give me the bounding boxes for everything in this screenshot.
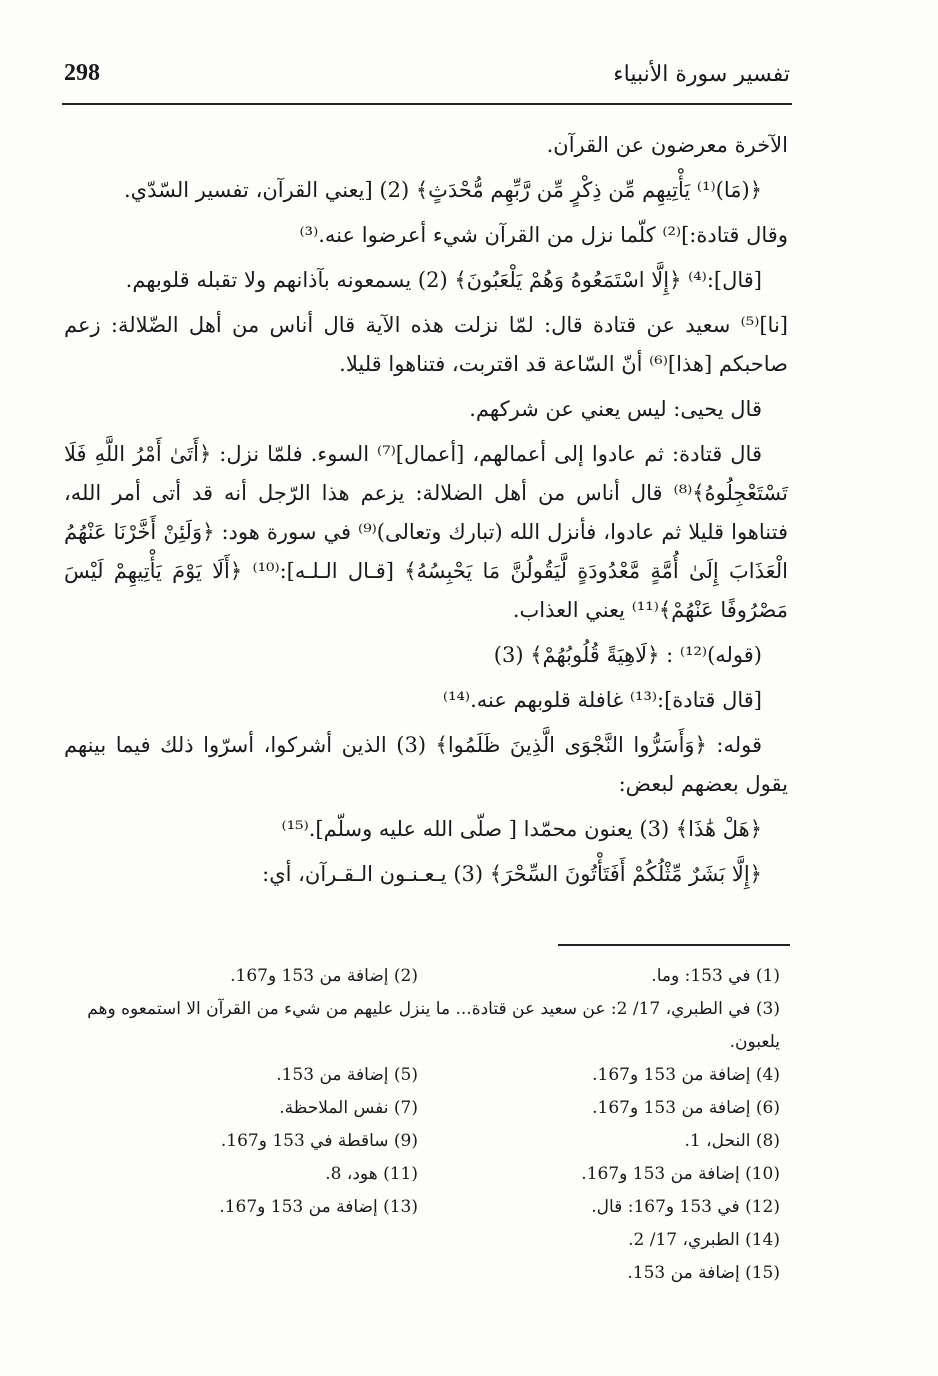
- page-header: [62, 58, 792, 102]
- footnote: (2) إضافة من 153 و167.: [230, 966, 418, 986]
- paragraph: قال يحيى: ليس يعني عن شركهم.: [469, 397, 762, 421]
- footnote: (10) إضافة من 153 و167.: [581, 1164, 780, 1184]
- footnote-row: [64, 1257, 788, 1290]
- paragraph: ﴿هَلْ هَٰذَا﴾ (3) يعنون محمّدا [ صلّى الله عليه وسلّم].⁽¹⁵⁾: [281, 817, 762, 841]
- paragraph: قوله: ﴿وَأَسَرُّوا النَّجْوَى الَّذِينَ ظَلَمُوا﴾ (3) الذين أشركوا، أسرّوا ذلك فيما بينهم يقول بعضهم لبعض:: [64, 733, 788, 796]
- footnote: (12) في 153 و167: قال.: [591, 1197, 780, 1217]
- footnote: (14) الطبري، 17/ 2.: [628, 1230, 780, 1250]
- paragraph: ﴿إِلَّا بَشَرٌ مِّثْلُكُمْ أَفَتَأْتُونَ السِّحْرَ﴾ (3) يـعـنـون الـقـرآن، أي:: [262, 862, 762, 886]
- paragraph: وقال قتادة:]⁽²⁾ كلّما نزل من القرآن شيء أعرضوا عنه.⁽³⁾: [299, 223, 788, 247]
- main-text: [64, 126, 788, 900]
- footnote: (3) في الطبري، 17/ 2: عن سعيد عن قتادة... ما ينزل عليهم من شيء من القرآن الا استمعوه وهم يلعبون.: [87, 999, 780, 1052]
- footnote: (6) إضافة من 153 و167.: [592, 1098, 780, 1118]
- footnote: (4) إضافة من 153 و167.: [592, 1065, 780, 1085]
- footnote-row: [64, 1092, 788, 1125]
- paragraph: [قال قتادة]:⁽¹³⁾ غافلة قلوبهم عنه.⁽¹⁴⁾: [442, 688, 762, 712]
- paragraph: (قوله)⁽¹²⁾ : ﴿لَاهِيَةً قُلُوبُهُمْ﴾ (3): [493, 643, 762, 667]
- footnote-row: [64, 1224, 788, 1257]
- footnote-row: [64, 993, 788, 1059]
- footnote: (5) إضافة من 153.: [276, 1065, 418, 1085]
- paragraph: [قال]:⁽⁴⁾ ﴿إِلَّا اسْتَمَعُوهُ وَهُمْ يَلْعَبُونَ﴾ (2) يسمعونه بآذانهم ولا تقبله قلوبهم.: [125, 268, 762, 292]
- footnote-row: [64, 1059, 788, 1092]
- footnote-row: [64, 1191, 788, 1224]
- paragraph: [نا]⁽⁵⁾ سعيد عن قتادة قال: لمّا نزلت هذه الآية قال أناس من أهل الضّلالة: زعم صاحبكم [هذا]⁽⁶⁾ أنّ السّاعة قد اقتربت، فتناهوا قليلا.: [64, 313, 788, 376]
- footnote-row: [64, 1158, 788, 1191]
- footnote: (11) هود، 8.: [325, 1164, 418, 1184]
- footnote-rule: [558, 944, 790, 946]
- footnote: (8) النحل، 1.: [684, 1131, 780, 1151]
- footnote: (9) ساقطة في 153 و167.: [220, 1131, 418, 1151]
- paragraph: الآخرة معرضون عن القرآن.: [546, 133, 788, 157]
- page-number: 298: [64, 60, 100, 86]
- paragraph: ﴿(مَا)⁽¹⁾ يَأْتِيهِم مِّن ذِكْرٍ مِّن رَّبِّهِم مُّحْدَثٍ﴾ (2) [يعني القرآن، تفسير السّدّي.: [123, 178, 762, 202]
- running-title: تفسير سورة الأنبياء: [613, 62, 790, 87]
- footnote-row: [64, 960, 788, 993]
- footnote-row: [64, 1125, 788, 1158]
- footnote: (13) إضافة من 153 و167.: [219, 1197, 418, 1217]
- footnote: (1) في 153: وما.: [651, 966, 780, 986]
- footnote: (15) إضافة من 153.: [627, 1263, 780, 1283]
- header-rule: [62, 103, 792, 105]
- footnotes: [64, 960, 788, 1290]
- footnote: (7) نفس الملاحظة.: [279, 1098, 418, 1118]
- paragraph: قال قتادة: ثم عادوا إلى أعمالهم، [أعمال]⁽⁷⁾ السوء. فلمّا نزل: ﴿أَتَىٰ أَمْرُ اللَّهِ فَلَا تَسْتَعْجِلُوهُ﴾⁽⁸⁾ قال أناس من أهل الضلالة: يزعم هذا الرّجل أنه قد أتى أمر الله، فتناهوا قليلا ثم عادوا، فأنزل الله (تبارك وتعالى)⁽⁹⁾ في سورة هود: ﴿وَلَئِنْ أَخَّرْنَا عَنْهُمُ الْعَذَابَ إِلَىٰ أُمَّةٍ مَّعْدُودَةٍ لَّيَقُولُنَّ مَا يَحْبِسُهُ﴾ [قـال الـلـه]:⁽¹⁰⁾ ﴿أَلَا يَوْمَ يَأْتِيهِمْ لَيْسَ مَصْرُوفًا عَنْهُمْ﴾⁽¹¹⁾ يعني العذاب.: [64, 442, 788, 622]
